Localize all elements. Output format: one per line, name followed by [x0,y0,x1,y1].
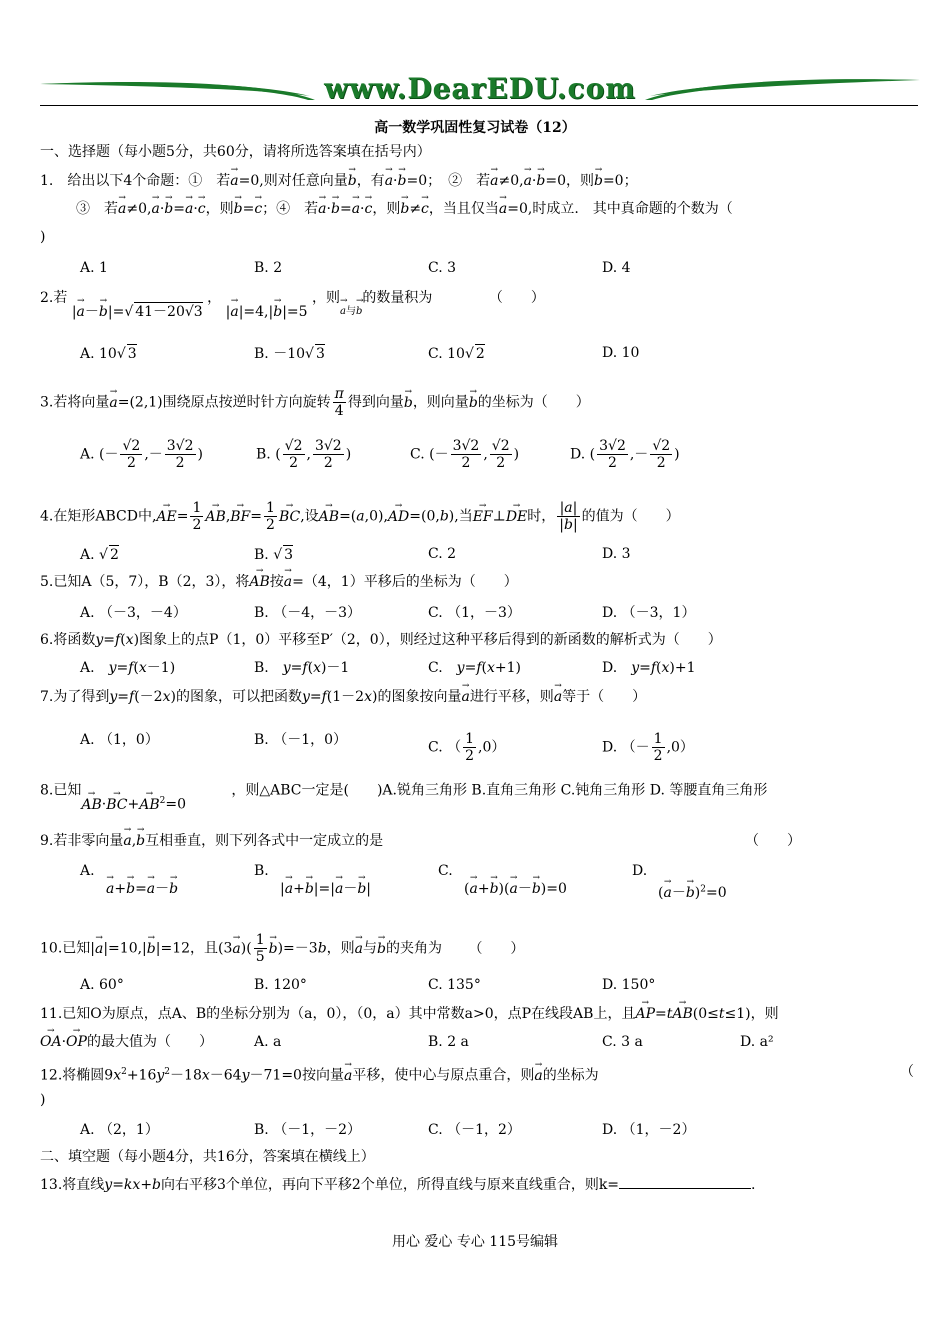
site-banner [40,70,920,108]
q3-option-b: B. ( $\frac{√2}{2}$ , $\frac{3√2}{2}$ ) [256,438,352,471]
question-4: 4.在矩形ABCD中,→ AE= $\frac{1}{2}$ → AB,→ BF= $\frac{1}{2}$ → BC,设→ AB=(a,0),→ AD=(0,b),当→ EF⊥→ DE时， $\frac{|a|}{|b|}$ 的值为（ ） [40,500,680,533]
q10-option-b: B. 120° [254,977,307,993]
q12-option-a: A. （2，1） [80,1122,159,1138]
question-12-line-2: ) [40,1092,46,1108]
q2-option-d: D. 10 [602,345,640,361]
q10-option-d: D. 150° [602,977,656,993]
question-1-line-2: ③ 若→ a≠0,→ a·→ b=→ a·→ c，则→ b=→ c；④ 若→ a·→ b=→ a·→ c，则→ b≠→ c，当且仅当→ a=0,时成立. 其中真命题的个数为（ [76,200,733,218]
question-11-line-1: 11.已知O为原点，点A、B的坐标分别为（a，0），（0，a）其中常数a>0，点P在线段AB上，且→ AP=t→ AB(0≤t≤1)，则 [40,1005,779,1023]
q6-option-b: B. y=f(x)－1 [254,660,350,676]
q5-option-a: A. （－3，－4） [80,605,187,621]
q11-option-b: B. 2 a [428,1034,469,1050]
question-13: 13.将直线y=kx+b向右平移3个单位，再向下平移2个单位，所得直线与原来直线重合，则k= . [40,1177,756,1193]
question-9: 9.若非零向量→ a,→ b互相垂直，则下列各式中一定成立的是 （ ） [40,832,383,850]
question-6: 6.将函数y=f(x)图象上的点P（1，0）平移至P′（2，0），则经过这种平移后得到的新函数的解析式为（ ） [40,632,722,648]
section-fill-heading: 二、填空题（每小题4分，共16分，答案填在横线上） [40,1149,375,1165]
q2-option-a: A. 10√ 3 [80,346,137,362]
q6-option-d: D. y=f(x)+1 [602,660,696,676]
q11-option-c: C. 3 a [602,1034,643,1050]
site-logo-text: www.DearEDU.com [324,72,636,105]
question-12: 12.将椭圆$9x^2+16y^2-18x-64y-71=0$按向量→ a平移，使中心与原点重合，则→ a的坐标为 [40,1063,599,1085]
q7-option-d: D. （－ $\frac{1}{2}$ ,0） [602,731,694,764]
question-1-line-3: ) [40,229,46,245]
question-2: 2.若 |→ a－→ b|=√ 41－20√3 ， |→ a|=4,|→ b|=5 ，则→ $_{a与\to b}$的数量积为 （ ） [40,288,545,309]
q7-option-b: B. （－1，0） [254,732,348,748]
q1-option-a: A. 1 [80,260,108,276]
exam-title: 高一数学巩固性复习试卷（12） [374,120,576,136]
q4-option-b: B. √ 3 [254,547,294,563]
question-5: 5.已知A（5，7），B（2，3），将→ AB按→ a=（4，1）平移后的坐标为（ ） [40,573,518,591]
section-choice-heading: 一、选择题（每小题5分，共60分，请将所选答案填在括号内） [40,144,431,160]
q1-option-d: D. 4 [602,260,631,276]
question-7: 7.为了得到y=f(－2x)的图象，可以把函数y=f(1－2x)的图象按向量→ a进行平移，则→ a等于（ ） [40,688,646,706]
question-11-line-2: → OA·→ OP的最大值为（ ） [40,1033,213,1051]
header-rule [40,105,918,106]
answer-blank[interactable] [619,1176,751,1189]
q9-option-b: B. |→ a+→ b|=|→ a－→ b| [254,862,371,898]
q10-option-a: A. 60° [80,977,124,993]
question-10: 10.已知|→ a|=10,|→ b|=12，且(3→ a)( $\frac{1}{5}$ → b)=－3b，则→ a与→ b的夹角为 （ ） [40,932,524,965]
q9-option-c: C. (→ a+→ b)(→ a－→ b)=0 [438,862,567,898]
q12-paren-open: （ [900,1064,914,1080]
q12-option-b: B. （－1，－2） [254,1122,362,1138]
q6-option-a: A. y=f(x－1) [80,660,176,676]
q4-option-d: D. 3 [602,546,631,562]
q9-option-a: A. → a+→ b=→ a－→ b [80,862,178,898]
q11-option-a: A. a [254,1034,282,1050]
q11-option-d: D. a² [740,1034,774,1050]
q3-option-a: A. (－ $\frac{√2}{2}$ ,－ $\frac{3√2}{2}$ ) [80,438,203,471]
question-1-line-1: 1. 给出以下4个命题：① 若→ a=0,则对任意向量→ b，有→ a·→ b=0； ② 若→ a≠0,→ a·→ b=0，则→ b=0； [40,172,638,190]
q1-option-c: C. 3 [428,260,457,276]
q9-option-d: D. (→ a－→ b)$^2$=0 [632,862,727,902]
q2-option-b: B. －10√ 3 [254,346,325,362]
q5-option-c: C. （1，－3） [428,605,521,621]
q1-option-b: B. 2 [254,260,283,276]
q7-option-a: A. （1，0） [80,732,159,748]
q4-option-c: C. 2 [428,546,457,562]
page-footer: 用心 爱心 专心 115号编辑 [391,1234,559,1250]
q2-option-c: C. 10√ 2 [428,346,485,362]
q5-option-d: D. （－3，1） [602,605,696,621]
q4-option-a: A. √ 2 [80,547,119,563]
q12-option-d: D. （1，－2） [602,1122,696,1138]
q3-option-c: C. (－ $\frac{3√2}{2}$ , $\frac{√2}{2}$ ) [410,438,520,471]
q3-option-d: D. ( $\frac{3√2}{2}$ ,－ $\frac{√2}{2}$ ) [570,438,680,471]
q12-option-c: C. （－1，2） [428,1122,521,1138]
question-8: 8.已知→ $AB\cdot\to BC+\to AB^2=0$，则△ABC一定是( )A.锐角三角形 B.直角三角形 C.钝角三角形 D. 等腰直角三角形 [40,778,767,800]
q6-option-c: C. y=f(x+1) [428,660,521,676]
q7-option-c: C. （ $\frac{1}{2}$ ,0） [428,731,506,764]
q10-option-c: C. 135° [428,977,481,993]
question-3: 3.若将向量→ a=(2,1)围绕原点按逆时针方向旋转 $\frac{\pi}{4}$ 得到向量→ b，则向量→ b的坐标为（ ） [40,386,590,419]
q5-option-b: B. （－4，－3） [254,605,362,621]
